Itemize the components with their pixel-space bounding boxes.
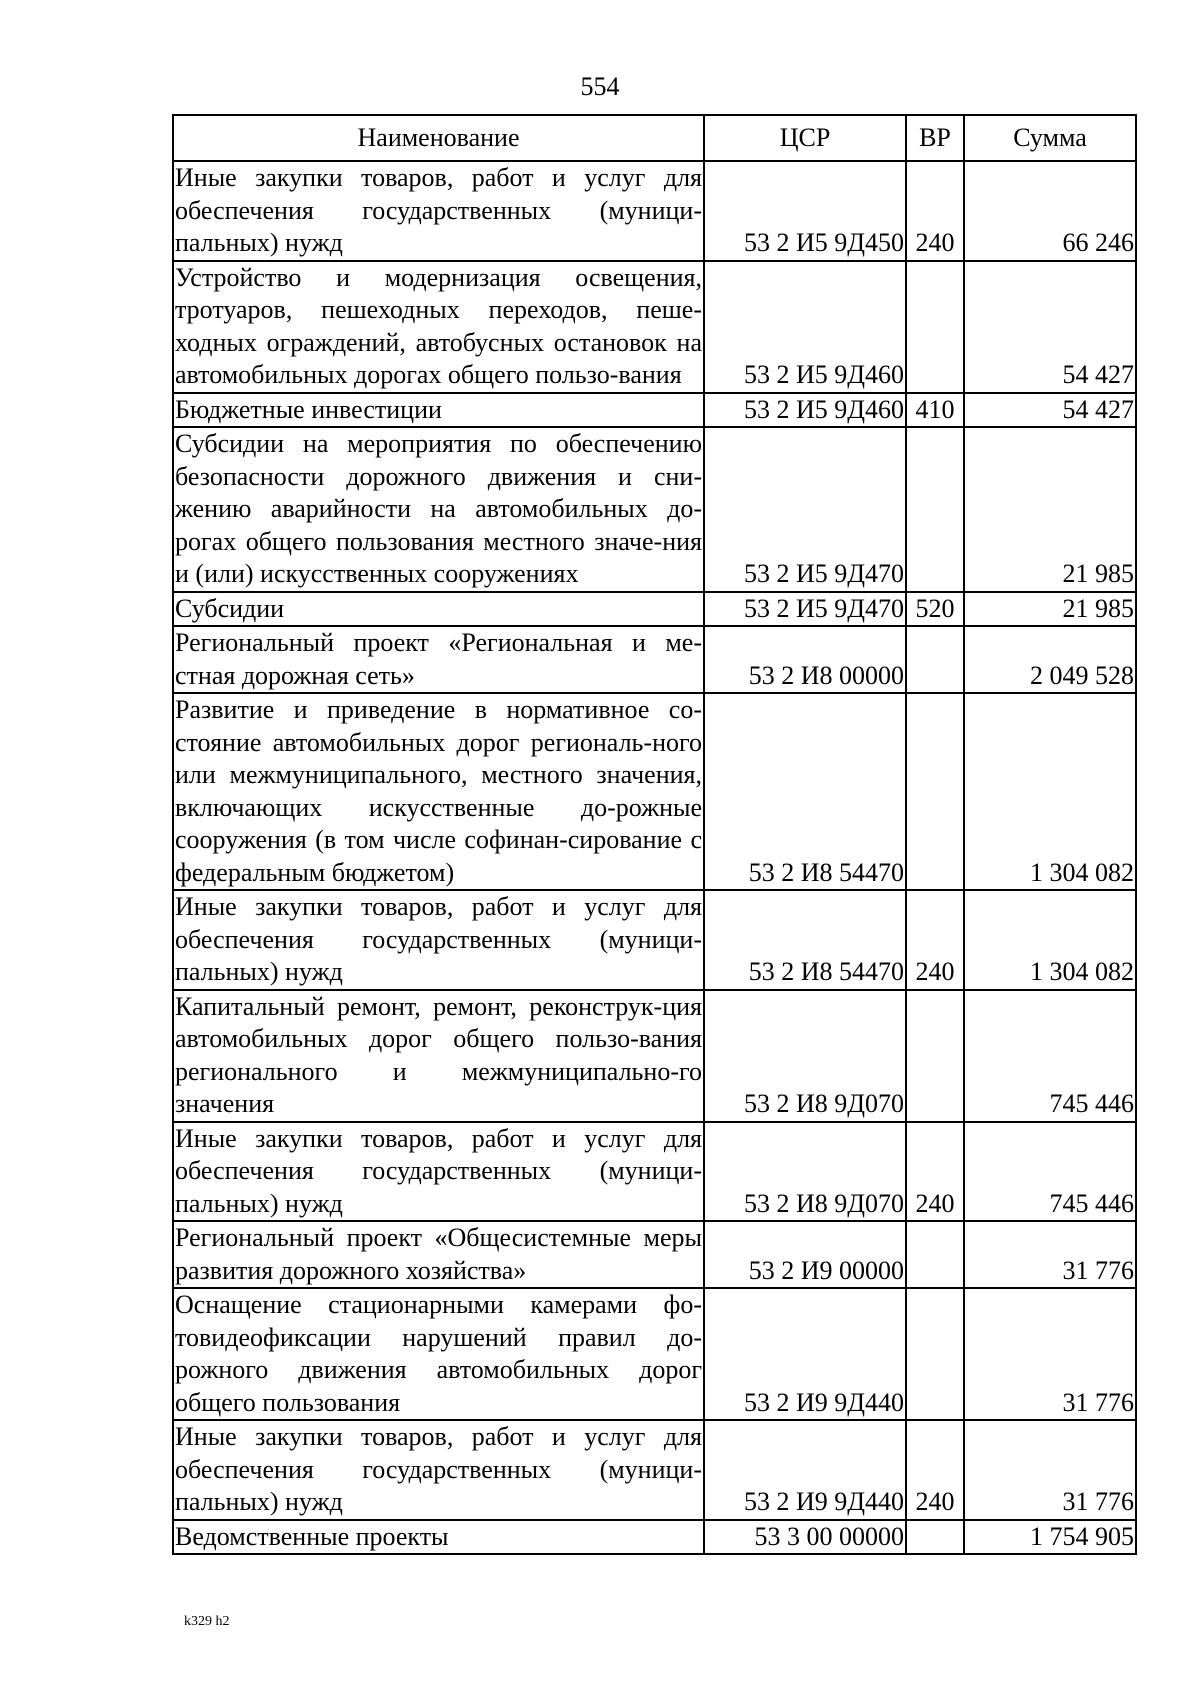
row-csr: 53 2 И8 54470 (704, 890, 906, 990)
row-name: Иные закупки товаров, работ и услуг для обеспечения государственных (муници-пальных) нужд (173, 890, 704, 990)
budget-table (172, 114, 1137, 1555)
row-name: Иные закупки товаров, работ и услуг для обеспечения государственных (муници-пальных) нужд (173, 1122, 704, 1222)
table-header-row (173, 115, 1136, 161)
row-vr (906, 990, 964, 1122)
row-name: Иные закупки товаров, работ и услуг для обеспечения государственных (муници-пальных) нужд (173, 1420, 704, 1520)
row-name: Иные закупки товаров, работ и услуг для обеспечения государственных (муници-пальных) нужд (173, 161, 704, 261)
row-sum: 54 427 (964, 393, 1136, 428)
table-row (173, 393, 1136, 428)
table-row (173, 592, 1136, 627)
table-row (173, 693, 1136, 890)
row-name: Оснащение стационарными камерами фо-товидеофиксации нарушений правил до-рожного движения автомобильных дорог общего пользования (173, 1288, 704, 1420)
footer-document-code: k329 h2 (184, 1614, 230, 1629)
page-number: 554 (580, 72, 620, 101)
row-name: Капитальный ремонт, ремонт, реконструк-ция автомобильных дорог общего пользо-вания регионального и межмуниципально-го значения (173, 990, 704, 1122)
row-vr (906, 1221, 964, 1288)
row-vr: 240 (906, 1122, 964, 1222)
row-csr: 53 3 00 00000 (704, 1520, 906, 1555)
row-csr: 53 2 И5 9Д470 (704, 427, 906, 592)
row-csr: 53 2 И8 9Д070 (704, 990, 906, 1122)
row-vr: 240 (906, 161, 964, 261)
row-sum: 1 304 082 (964, 693, 1136, 890)
table-row (173, 427, 1136, 592)
row-name: Развитие и приведение в нормативное со-стояние автомобильных дорог региональ-ного или межмуниципального, местного значения, включающих искусственные до-рожные сооружения (в том числе софинан-сирование с федеральным бюджетом) (173, 693, 704, 890)
row-sum: 54 427 (964, 261, 1136, 393)
row-vr (906, 1288, 964, 1420)
header-csr: ЦСР (704, 115, 906, 161)
row-sum: 1 754 905 (964, 1520, 1136, 1555)
row-vr (906, 1520, 964, 1555)
table-row (173, 1122, 1136, 1222)
row-sum: 31 776 (964, 1288, 1136, 1420)
table-row (173, 1520, 1136, 1555)
row-sum: 21 985 (964, 592, 1136, 627)
row-vr: 240 (906, 1420, 964, 1520)
row-sum: 2 049 528 (964, 626, 1136, 693)
row-vr: 240 (906, 890, 964, 990)
row-vr (906, 261, 964, 393)
row-csr: 53 2 И5 9Д460 (704, 261, 906, 393)
row-vr: 520 (906, 592, 964, 627)
row-vr: 410 (906, 393, 964, 428)
row-csr: 53 2 И9 9Д440 (704, 1420, 906, 1520)
table-row (173, 1221, 1136, 1288)
row-name: Региональный проект «Региональная и ме-стная дорожная сеть» (173, 626, 704, 693)
row-vr (906, 693, 964, 890)
row-csr: 53 2 И8 00000 (704, 626, 906, 693)
row-vr (906, 626, 964, 693)
row-csr: 53 2 И9 9Д440 (704, 1288, 906, 1420)
row-name: Региональный проект «Общесистемные меры развития дорожного хозяйства» (173, 1221, 704, 1288)
row-sum: 21 985 (964, 427, 1136, 592)
table-row (173, 161, 1136, 261)
row-csr: 53 2 И5 9Д470 (704, 592, 906, 627)
row-csr: 53 2 И8 54470 (704, 693, 906, 890)
header-sum: Сумма (964, 115, 1136, 161)
table-row (173, 890, 1136, 990)
row-sum: 1 304 082 (964, 890, 1136, 990)
row-name: Устройство и модернизация освещения, тротуаров, пешеходных переходов, пеше-ходных ограждений, автобусных остановок на автомобильных дорогах общего пользо-вания (173, 261, 704, 393)
table-row (173, 626, 1136, 693)
row-vr (906, 427, 964, 592)
row-csr: 53 2 И9 00000 (704, 1221, 906, 1288)
table-row (173, 261, 1136, 393)
row-name: Субсидии на мероприятия по обеспечению безопасности дорожного движения и сни-жению аварийности на автомобильных до-рогах общего пользования местного значе-ния и (или) искусственных сооружениях (173, 427, 704, 592)
row-csr: 53 2 И5 9Д450 (704, 161, 906, 261)
table-row (173, 990, 1136, 1122)
row-sum: 31 776 (964, 1221, 1136, 1288)
header-name: Наименование (173, 115, 704, 161)
row-name: Субсидии (173, 592, 704, 627)
table-row (173, 1288, 1136, 1420)
row-sum: 31 776 (964, 1420, 1136, 1520)
table-row (173, 1420, 1136, 1520)
row-csr: 53 2 И8 9Д070 (704, 1122, 906, 1222)
row-name: Ведомственные проекты (173, 1520, 704, 1555)
row-csr: 53 2 И5 9Д460 (704, 393, 906, 428)
header-vr: ВР (906, 115, 964, 161)
row-name: Бюджетные инвестиции (173, 393, 704, 428)
row-sum: 745 446 (964, 1122, 1136, 1222)
row-sum: 745 446 (964, 990, 1136, 1122)
row-sum: 66 246 (964, 161, 1136, 261)
